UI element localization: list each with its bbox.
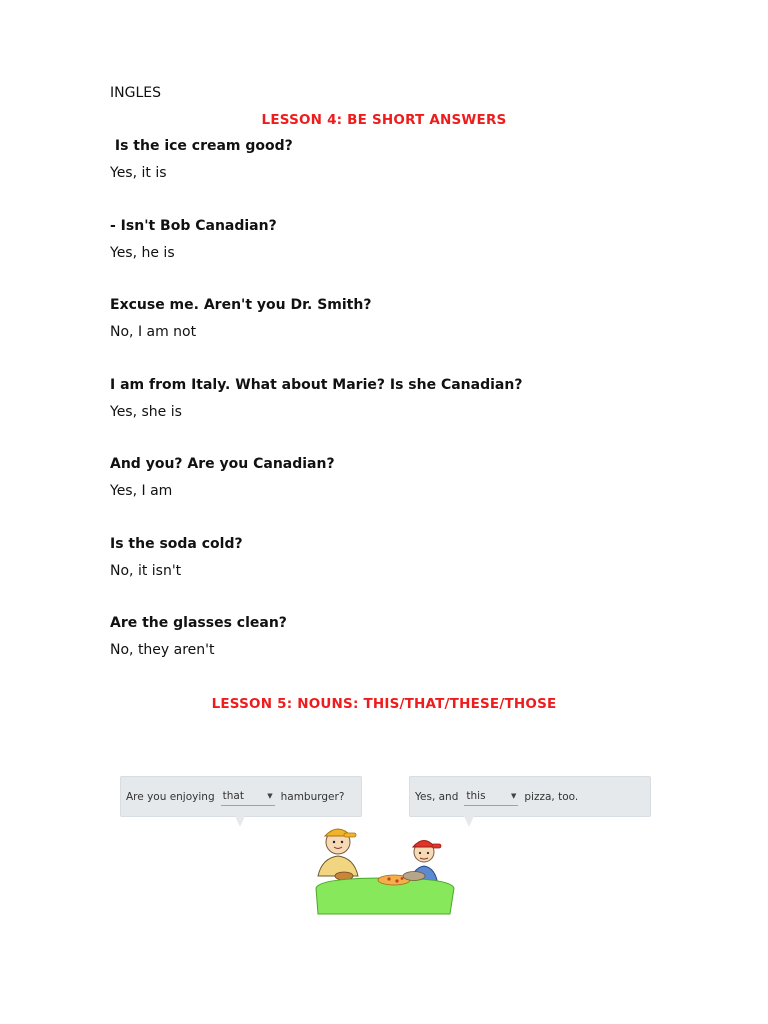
qa-item — [110, 138, 670, 218]
answer: Yes, he is — [110, 244, 175, 261]
dropdown-caret-icon: ▼ — [511, 792, 517, 800]
question: Is the ice cream good? — [110, 138, 293, 154]
qa-item — [110, 218, 670, 298]
exercise-illustration — [110, 770, 660, 920]
select-value: that — [222, 790, 244, 802]
question: I am from Italy. What about Marie? Is she Canadian? — [110, 376, 523, 393]
answer: No, it isn't — [110, 562, 182, 579]
bubble-text-before: Yes, and — [415, 790, 459, 803]
dropdown-caret-icon: ▼ — [267, 792, 273, 800]
qa-item — [110, 377, 670, 457]
course-title: INGLES — [110, 85, 161, 101]
speech-bubble-left — [120, 776, 362, 817]
qa-item — [110, 456, 670, 536]
select-value: this — [466, 790, 486, 802]
bubble-text-after: hamburger? — [280, 790, 345, 803]
question: Are the glasses clean? — [110, 615, 287, 631]
speech-bubble-right — [409, 776, 651, 817]
word-select[interactable] — [221, 788, 275, 806]
bubble-tail — [464, 816, 474, 827]
question: And you? Are you Canadian? — [110, 456, 335, 472]
lesson-5-title: LESSON 5: NOUNS: THIS/THAT/THESE/THOSE — [211, 696, 557, 712]
answer: Yes, she is — [110, 403, 182, 420]
question: Is the soda cold? — [110, 535, 243, 552]
qa-item — [110, 536, 670, 616]
boys-eating-illustration — [310, 818, 460, 916]
qa-item — [110, 297, 670, 377]
bubble-tail — [235, 816, 245, 827]
question: Excuse me. Aren't you Dr. Smith? — [110, 297, 372, 313]
answer: Yes, I am — [110, 483, 173, 499]
word-select[interactable] — [464, 788, 518, 806]
lesson-4-title: LESSON 4: BE SHORT ANSWERS — [261, 112, 507, 128]
answer: No, I am not — [110, 324, 197, 340]
answer: No, they aren't — [110, 642, 215, 658]
boy-left — [318, 829, 358, 880]
qa-list — [110, 138, 670, 695]
bubble-text-after: pizza, too. — [524, 790, 579, 803]
answer: Yes, it is — [110, 165, 167, 181]
question: - Isn't Bob Canadian? — [110, 217, 277, 234]
bubble-text-before: Are you enjoying — [126, 790, 215, 803]
plate — [403, 872, 425, 881]
qa-item — [110, 615, 670, 695]
